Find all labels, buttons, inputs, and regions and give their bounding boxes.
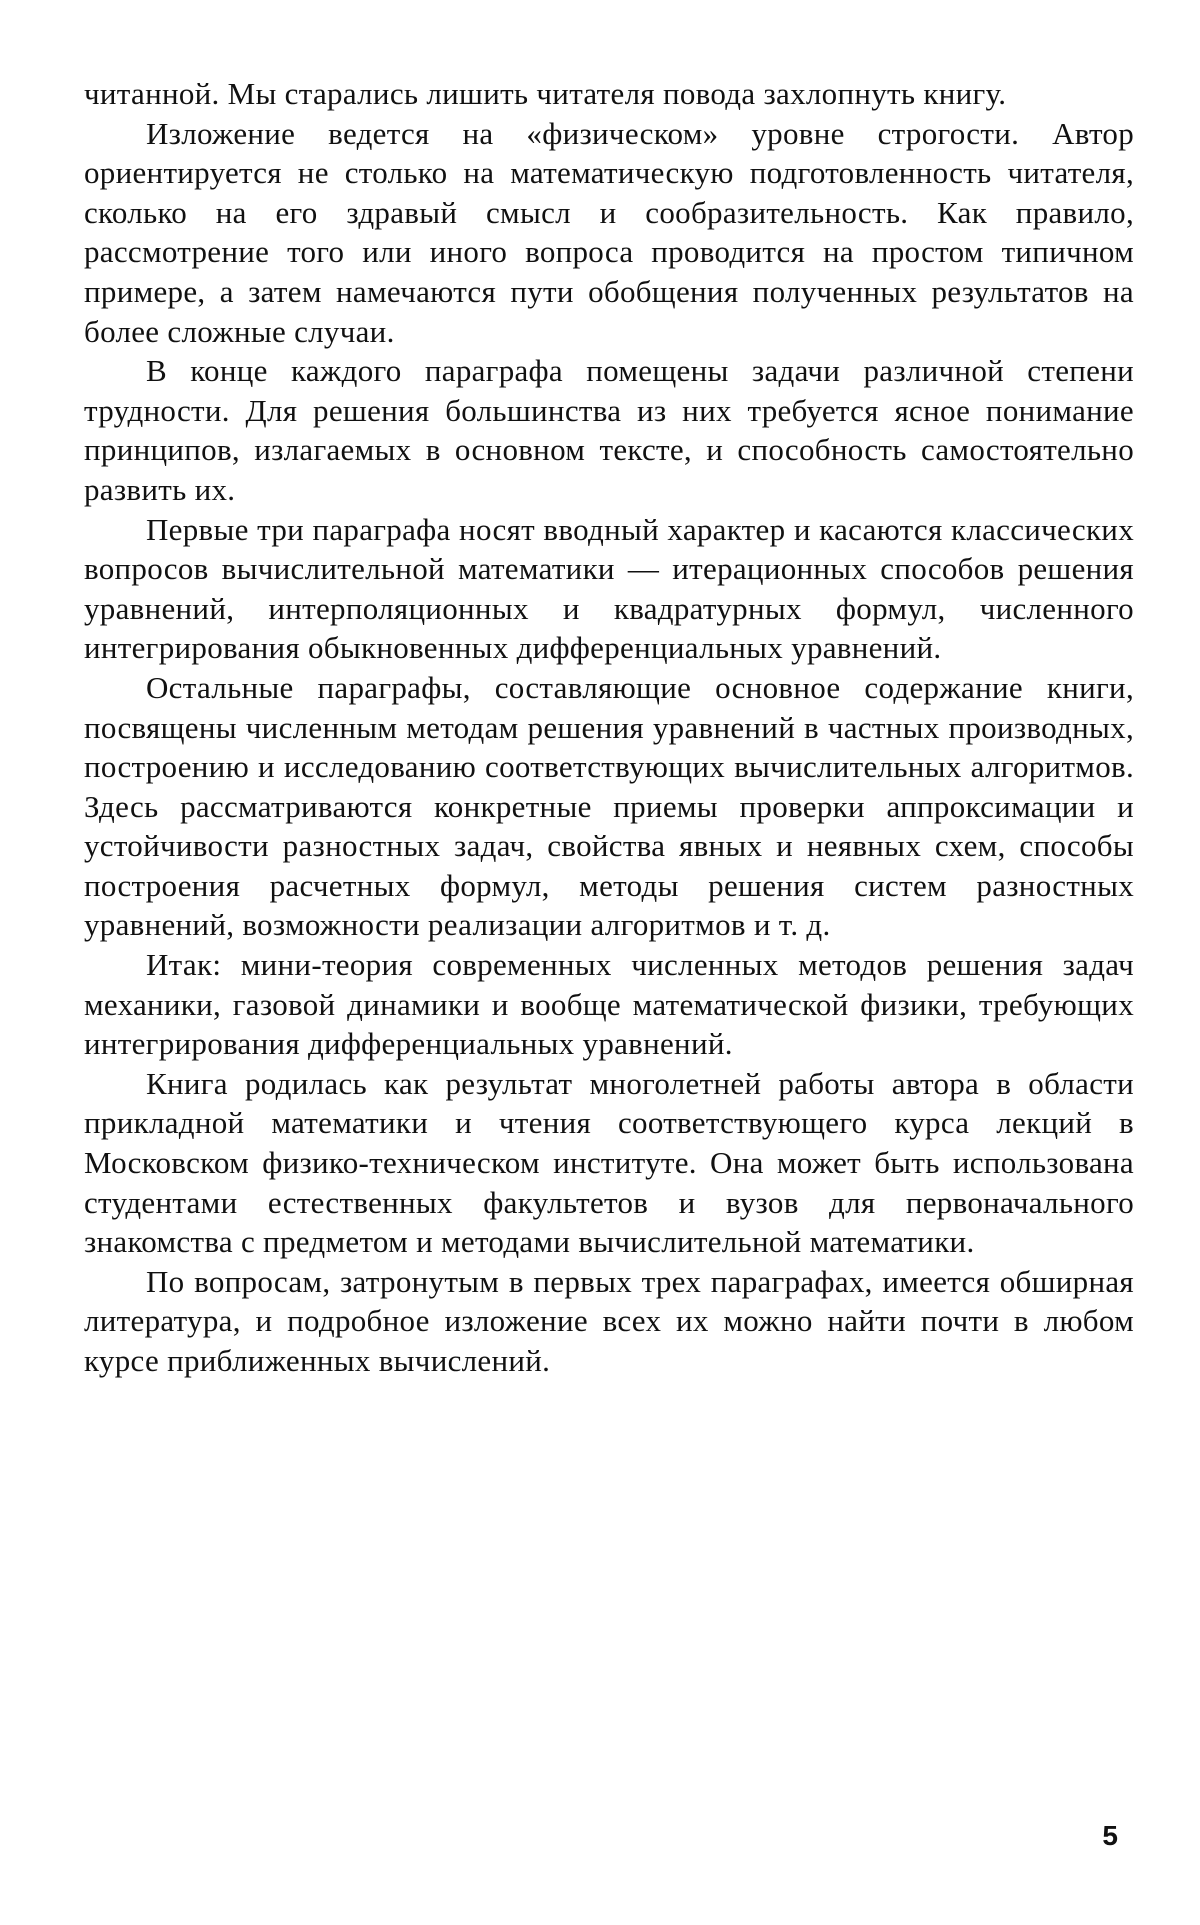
paragraph-remaining-sections: Остальные параграфы, составляющие основное содержание книги, посвящены численным методам решения уравнений в частных производных, построению и исследованию соответствующих вычислительных алгоритмов. Здесь рассматриваются конкретные приемы проверки аппроксимации и устойчивости разностных задач, свойства явных и неявных схем, способы построения расчетных формул, методы решения систем разностных уравнений, возможности реализации алгоритмов и т. д. <box>84 669 1134 943</box>
paragraph-summary: Итак: мини-теория современных численных методов решения задач механики, газовой динамики и вообще математической физики, требующих интегрирования дифференциальных уравнений. <box>84 947 1134 1062</box>
paragraph-rigor-level: Изложение ведется на «физическом» уровне строгости. Автор ориентируется не столько на математическую подготовленность читателя, сколько на его здравый смысл и сообразительность. Как правило, рассмотрение того или иного вопроса проводится на простом типичном примере, а затем намечаются пути обобщения полученных результатов на более сложные случаи. <box>84 115 1134 349</box>
paragraph-continuation: читанной. Мы старались лишить читателя повода захлопнуть книгу. <box>84 76 1007 111</box>
paragraph-exercises: В конце каждого параграфа помещены задачи различной степени трудности. Для решения большинства из них требуется ясное понимание принципов, излагаемых в основном тексте, и способность самостоятельно развить их. <box>84 353 1134 507</box>
paragraph-book-origin: Книга родилась как результат многолетней работы автора в области прикладной математики и чтения соответствующего курса лекций в Московском физико-техническом институте. Она может быть использована студентами естественных факультетов и вузов для первоначального знакомства с предметом и методами вычислительной математики. <box>84 1065 1134 1260</box>
paragraph-literature: По вопросам, затронутым в первых трех параграфах, имеется обширная литература, и подробное изложение всех их можно найти почти в любом курсе приближенных вычислений. <box>84 1263 1134 1378</box>
page-number: 5 <box>1102 1820 1118 1851</box>
page-body <box>84 74 1134 1381</box>
paragraph-first-sections: Первые три параграфа носят вводный характер и касаются классических вопросов вычислительной математики — итерационных способов решения уравнений, интерполяционных и квадратурных формул, численного интегрирования обыкновенных дифференциальных уравнений. <box>84 511 1134 666</box>
